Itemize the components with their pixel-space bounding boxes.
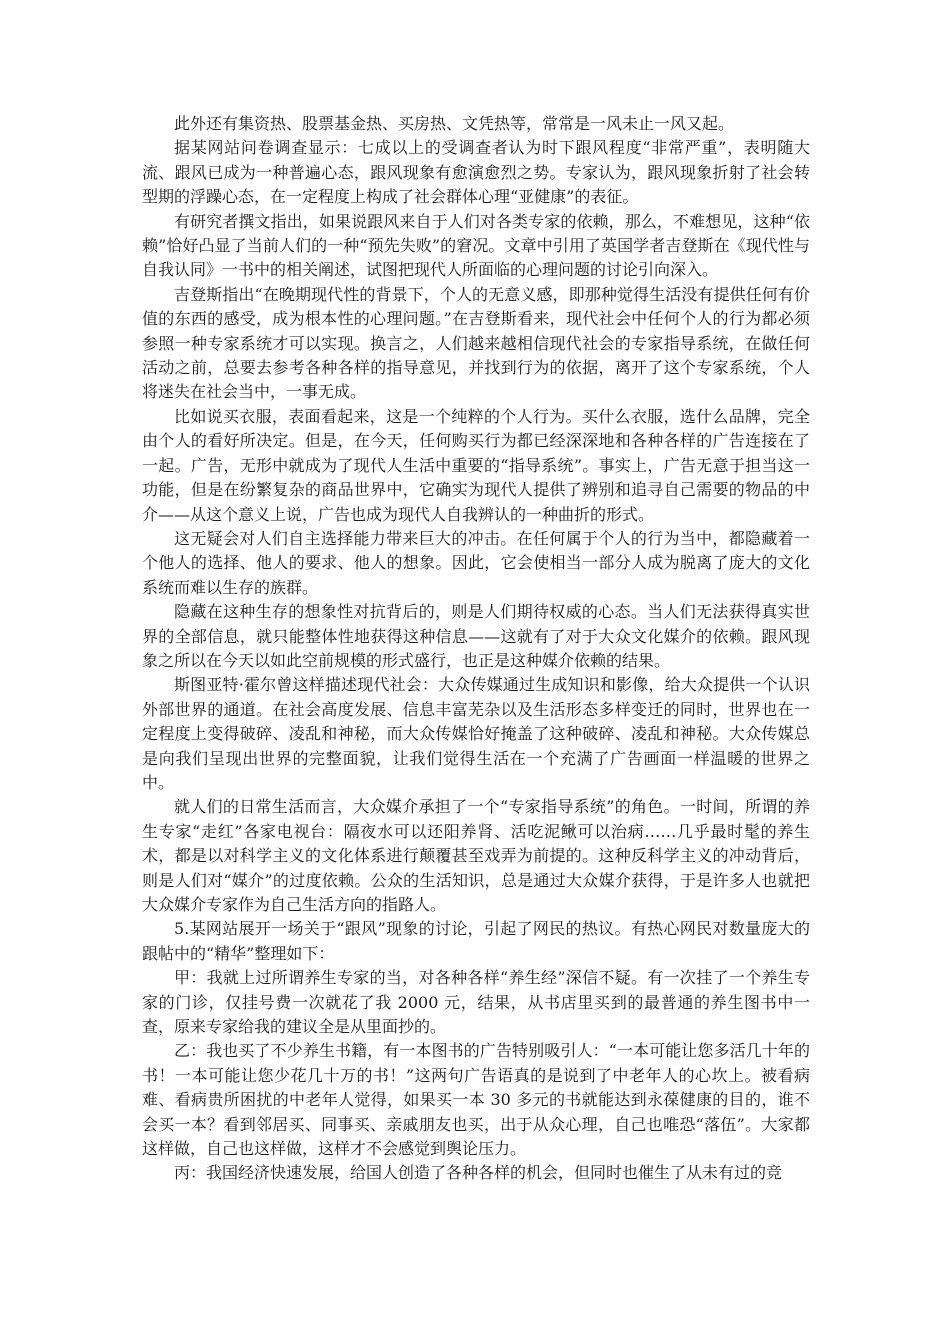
paragraph-2: 据某网站问卷调查显示：七成以上的受调查者认为时下跟风程度“非常严重”，表明随大流、跟风已成为一种普遍心态，跟风现象有愈演愈烈之势。专家认为，跟风现象折射了社会转型期的浮躁心态，在一定程度上构成了社会群体心理“亚健康”的表征。 [142, 138, 810, 207]
paragraph-6: 这无疑会对人们自主选择能力带来巨大的冲击。在任何属于个人的行为当中，都隐藏着一个他人的选择、他人的要求、他人的想象。因此，它会使相当一部分人成为脱离了庞大的文化系统而难以生存的族群。 [142, 528, 810, 597]
paragraph-1: 此外还有集资热、股票基金热、买房热、文凭热等，常常是一风未止一风又起。 [174, 114, 735, 133]
paragraph-4: 吉登斯指出“在晚期现代性的背景下，个人的无意义感，即那种觉得生活没有提供任何有价值的东西的感受，成为根本性的心理问题。”在吉登斯看来，现代社会中任何个人的行为都必须参照一种专家系统才可以实现。换言之，人们越来越相信现代社会的专家指导系统，在做任何活动之前，总要去参考各种各样的指导意见，并找到行为的依据，离开了这个专家系统，个人将迷失在社会当中，一事无成。 [142, 284, 810, 402]
paragraph-7: 隐藏在这种生存的想象性对抗背后的，则是人们期待权威的心态。当人们无法获得真实世界的全部信息，就只能整体性地获得这种信息——这就有了对于大众文化媒介的依赖。跟风现象之所以在今天以如此空前规模的形式盛行，也正是这种媒介依赖的结果。 [142, 602, 810, 670]
document-page [142, 112, 810, 1186]
paragraph-3: 有研究者撰文指出，如果说跟风来自于人们对各类专家的依赖，那么，不难想见，这种“依赖”恰好凸显了当前人们的一种“预先失败”的窘况。文章中引用了英国学者吉登斯在《现代性与自我认同》一书中的相关阐述，试图把现代人所面临的心理问题的讨论引向深入。 [142, 211, 810, 280]
paragraph-5: 比如说买衣服，表面看起来，这是一个纯粹的个人行为。买什么衣服，选什么品牌，完全由个人的看好所决定。但是，在今天，任何购买行为都已经深深地和各种各样的广告连接在了一起。广告，无形中就成为了现代人生活中重要的“指导系统”。事实上，广告无意于担当这一功能，但是在纷繁复杂的商品世界中，它确实为现代人提供了辨别和追寻自己需要的物品的中介——从这个意义上说，广告也成为现代人自我辨认的一种曲折的形式。 [142, 406, 810, 524]
comment-bing: 丙：我国经济快速发展，给国人创造了各种各样的机会，但同时也催生了从未有过的竞 [174, 1163, 783, 1183]
comment-yi: 乙：我也买了不少养生书籍，有一本图书的广告特别吸引人：“一本可能让您多活几十年的书！一本可能让您少花几十万的书！”这两句广告语真的是说到了中老年人的心坎上。被看病难、看病贵所困扰的中老年人觉得，如果买一本 30 多元的书就能达到永葆健康的目的，谁不会买一本？看到邻居买、同事买、亲戚朋友也买，出于从众心理，自己也唯恐“落伍”。大家都这样做，自己也这样做，这样才不会感觉到舆论压力。 [142, 1041, 810, 1159]
paragraph-8: 斯图亚特·霍尔曾这样描述现代社会：大众传媒通过生成知识和影像，给大众提供一个认识外部世界的通道。在社会高度发展、信息丰富芜杂以及生活形态多样变迁的同时，世界也在一定程度上变得破碎、凌乱和神秘，而大众传媒恰好掩盖了这种破碎、凌乱和神秘。大众传媒总是向我们呈现出世界的完整面貌，让我们觉得生活在一个充满了广告画面一样温暖的世界之中。 [142, 675, 810, 792]
paragraph-9: 就人们的日常生活而言，大众媒介承担了一个“专家指导系统”的角色。一时间，所谓的养生专家“走红”各家电视台：隔夜水可以还阳养肾、活吃泥鳅可以治病……几乎最时髦的养生术，都是以对科学主义的文化体系进行颠覆甚至戏弄为前提的。这种反科学主义的冲动背后，则是人们对“媒介”的过度依赖。公众的生活知识，总是通过大众媒介获得，于是许多人也就把大众媒介专家作为自己生活方向的指路人。 [142, 797, 810, 914]
question-5-intro: 5.某网站展开一场关于“跟风”现象的讨论，引起了网民的热议。有热心网民对数量庞大的跟帖中的“精华”整理如下： [142, 919, 810, 963]
comment-jia: 甲：我就上过所谓养生专家的当，对各种各样“养生经”深信不疑。有一次挂了一个养生专家的门诊，仅挂号费一次就花了我 2000 元，结果，从书店里买到的最普通的养生图书中一查，原来专家给我的建议全是从里面抄的。 [142, 968, 810, 1037]
